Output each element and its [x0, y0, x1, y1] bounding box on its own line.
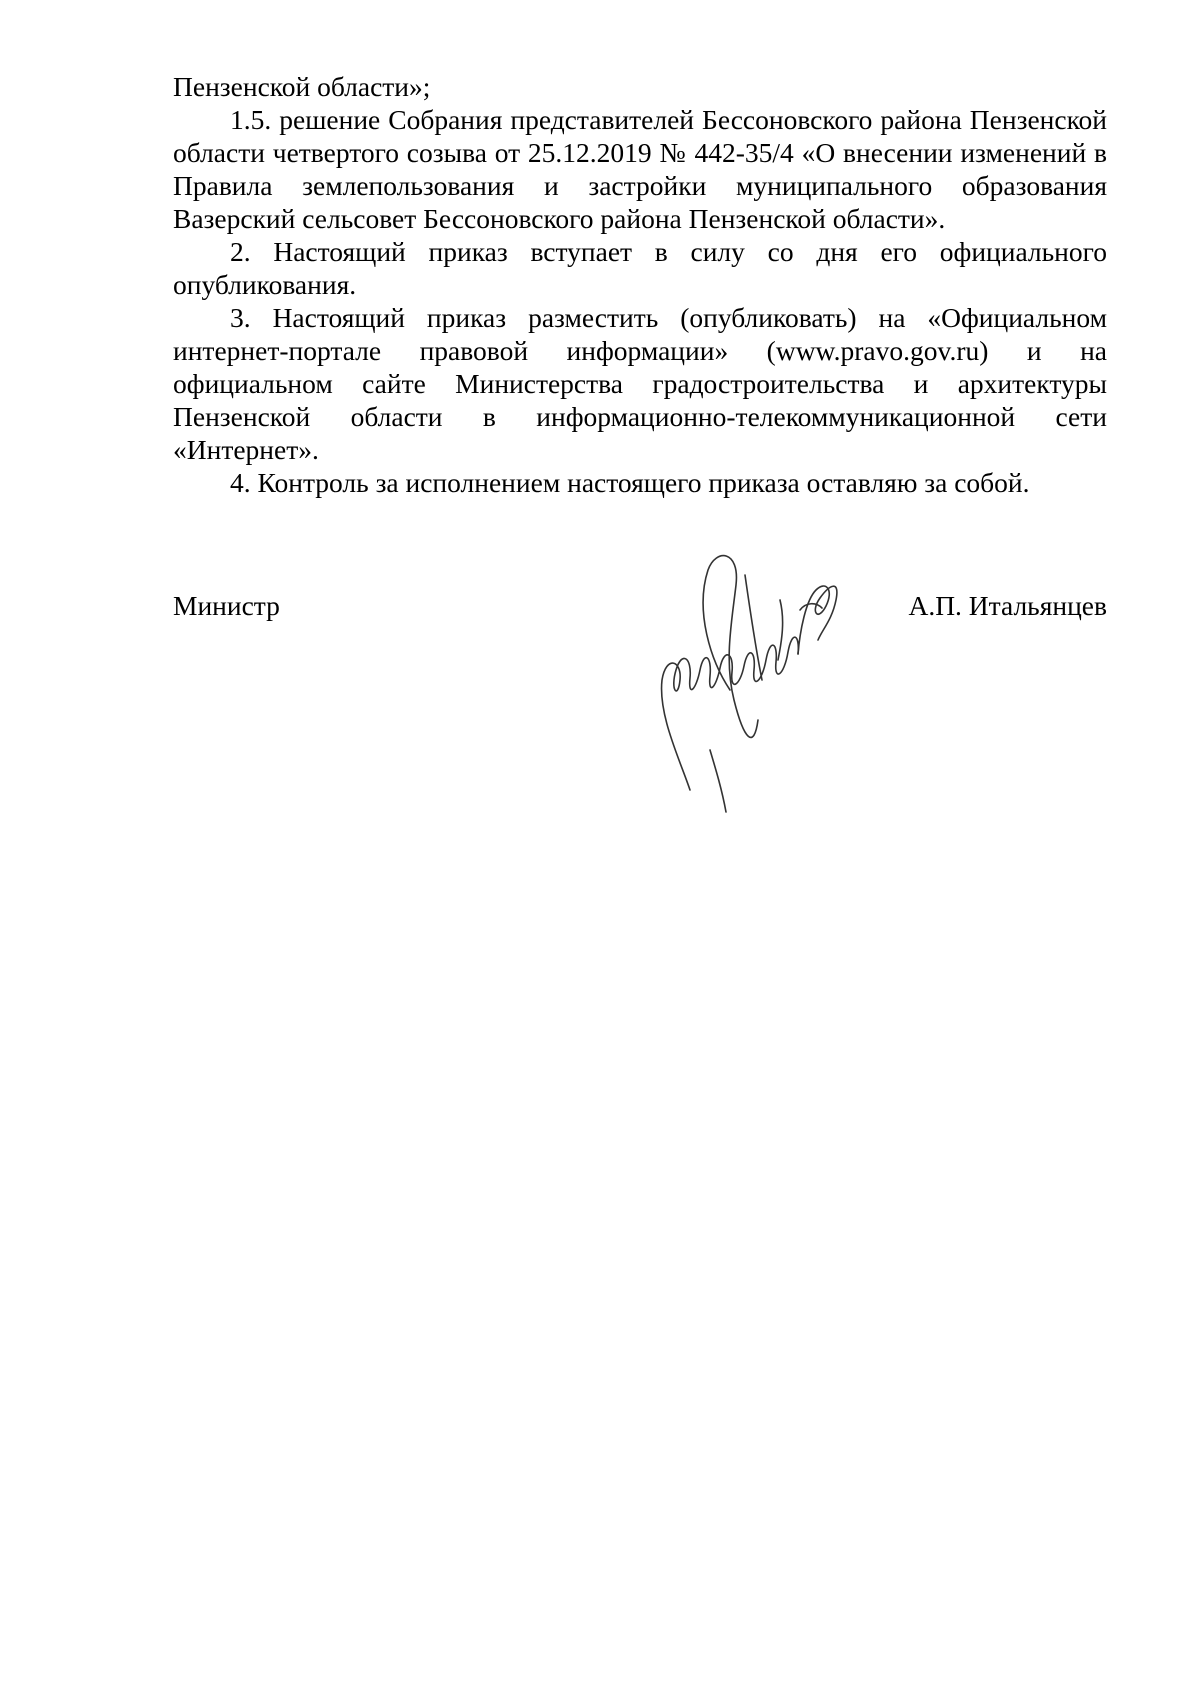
signer-name: А.П. Итальянцев — [908, 590, 1107, 621]
paragraph-item-2: 2. Настоящий приказ вступает в силу со дня его официального опубликования. — [173, 236, 1107, 300]
paragraph-item-3: 3. Настоящий приказ разместить (опубликовать) на «Официальном интернет-портале правовой информации» (www.pravo.gov.ru) и на официальном сайте Министерства градостроительства и архитектуры Пензенской области в информационно-телекоммуникационной сети «Интернет». — [173, 302, 1107, 465]
paragraph-continuation: Пензенской области»; — [173, 71, 431, 102]
signer-position: Министр — [173, 590, 280, 621]
handwritten-signature — [650, 540, 850, 815]
signature-block — [173, 589, 1107, 629]
paragraph-item-4: 4. Контроль за исполнением настоящего приказа оставляю за собой. — [230, 467, 1030, 498]
document-body — [173, 70, 1107, 499]
paragraph-item-1-5: 1.5. решение Собрания представителей Бессоновского района Пензенской области четвертого созыва от 25.12.2019 № 442-35/4 «О внесении изменений в Правила землепользования и застройки муниципального образования Вазерский сельсовет Бессоновского района Пензенской области». — [173, 104, 1107, 234]
